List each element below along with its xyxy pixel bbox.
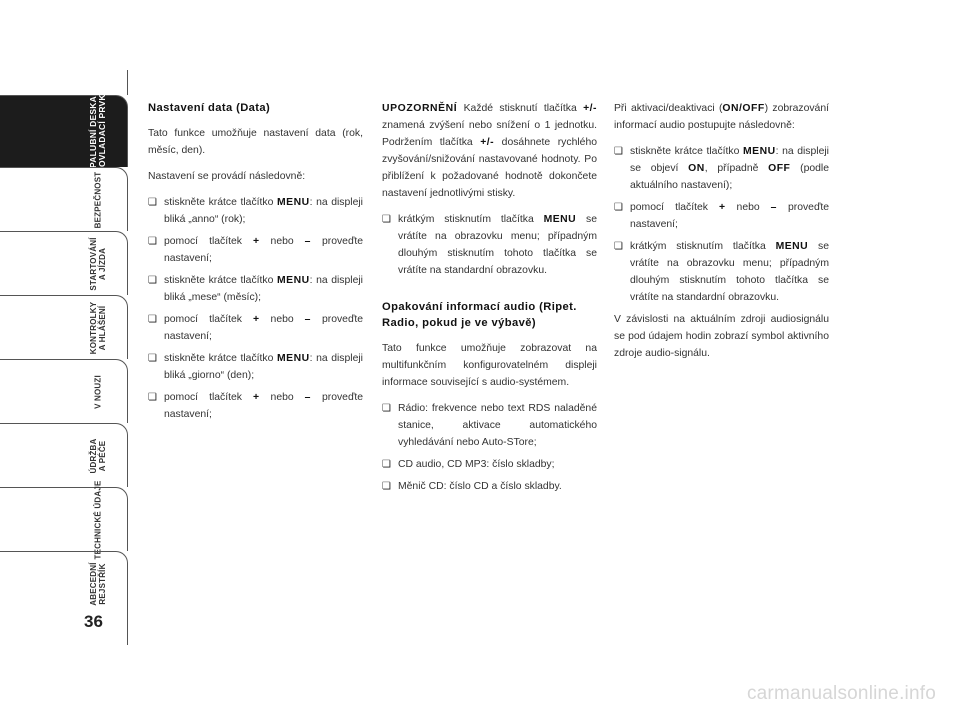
menu-key: MENU [743,146,776,157]
warning-paragraph: UPOZORNĚNÍ Každé stisknutí tlačítka +/- znamená zvýšení nebo snížení o 1 jednotku. Podržením tlačítka +/- dosáhnete rychlého zvyšování/snižování nastavované hodnoty. Po přiblížení k požadované hodnotě dokončete nastavení jednotlivými stisky. [382,103,597,199]
tab-label: PALUBNÍ DESKA A OVLADACÍ PRVKY [88,87,107,176]
plus-minus-key: +/- [583,103,597,114]
menu-key: MENU [277,275,310,286]
plus-key: + [252,392,260,403]
list-item: ❏ pomocí tlačítek + nebo – proveďte nastavení; [614,199,829,233]
section-heading-date: Nastavení data (Data) [148,102,271,114]
tab-abecedni-rejstrik[interactable] [0,551,128,615]
on-off-label: ON/OFF [722,103,765,114]
minus-key: – [304,314,311,325]
tab-label: BEZPEČNOST [93,171,103,228]
tab-label: KONTROLKY A HLÁŠENÍ [89,301,107,354]
paragraph-intro: Tato funkce umožňuje zobrazovat na multifunkčním konfigurovatelném displeji informace související s audio-systémem. [382,343,597,388]
list-item: ❏ stiskněte krátce tlačítko MENU: na displeji se objeví ON, případně OFF (podle aktuálního nastavení); [614,143,829,194]
list-item: ❏ krátkým stisknutím tlačítka MENU se vrátíte na obrazovku menu; případným dlouhým stisknutím tohoto tlačítka se vrátíte na standardní obrazovku. [382,211,597,279]
list-item: ❏ Rádio: frekvence nebo text RDS naladěné stanice, aktivace automatického vyhledávání nebo Auto-STore; [382,400,597,451]
list-item: ❏ stiskněte krátce tlačítko MENU: na displeji bliká „anno“ (rok); [148,194,363,228]
list-item: ❏ stiskněte krátce tlačítko MENU: na displeji bliká „giorno“ (den); [148,350,363,384]
list-item: ❏ stiskněte krátce tlačítko MENU: na displeji bliká „mese“ (měsíc); [148,272,363,306]
list-item: ❏ pomocí tlačítek + nebo – proveďte nastavení; [148,233,363,267]
chapter-tabs [0,0,140,715]
menu-key: MENU [543,214,577,225]
sources-list [382,400,597,495]
tab-divider-line [127,70,128,95]
tab-label: V NOUZI [93,374,103,409]
column-date-setting [148,100,363,428]
plus-key: + [252,314,260,325]
list-item: ❏ pomocí tlačítek + nebo – proveďte nastavení; [148,311,363,345]
minus-key: – [770,202,777,213]
tab-label: STARTOVÁNÍ A JÍZDA [89,236,107,291]
paragraph-source-symbol: V závislosti na aktuálním zdroji audiosignálu se pod údajem hodin zobrazí symbol aktivního zdroje audio-signálu. [614,314,829,359]
paragraph-intro: Tato funkce umožňuje nastavení data (rok, měsíc, den). [148,128,363,156]
steps-list [614,143,829,306]
plus-key: + [718,202,726,213]
column-audio-repeat [382,100,597,500]
tab-label: TECHNICKÉ ÚDAJE [93,479,103,560]
column-audio-toggle [614,100,829,371]
tab-palubni-deska[interactable] [0,87,128,176]
tab-kontrolky[interactable] [0,295,128,359]
tab-label: ABECEDNÍ REJSTŘÍK [89,561,107,606]
steps-list [382,211,597,279]
menu-key: MENU [277,353,310,364]
tab-startovani[interactable] [0,231,128,295]
minus-key: – [304,392,311,403]
off-label: OFF [768,163,791,174]
plus-key: + [252,236,260,247]
list-item: ❏ krátkým stisknutím tlačítka MENU se vrátíte na obrazovku menu; případným dlouhým stisknutím tohoto tlačítka se vrátíte na standardní obrazovku. [614,238,829,306]
section-heading-audio: Opakování informací audio (Ripet. Radio, pokud je ve výbavě) [382,301,577,329]
tab-divider-line [127,615,128,645]
tab-v-nouzi[interactable] [0,359,128,423]
on-label: ON [688,163,705,174]
list-item: ❏ Měnič CD: číslo CD a číslo skladby. [382,478,597,495]
plus-minus-key: +/- [480,137,495,148]
tab-label: ÚDRŽBA A PÉČE [89,438,107,473]
tab-technicke-udaje[interactable] [0,479,128,560]
paragraph-toggle: Při aktivaci/deaktivaci (ON/OFF) zobrazování informací audio postupujte následovně: [614,103,829,131]
list-item: ❏ pomocí tlačítek + nebo – proveďte nastavení; [148,389,363,423]
menu-key: MENU [277,197,310,208]
list-item: ❏ CD audio, CD MP3: číslo skladby; [382,456,597,473]
page-number: 36 [84,612,103,631]
tab-udrzba[interactable] [0,423,128,487]
paragraph-procedure: Nastavení se provádí následovně: [148,171,306,182]
minus-key: – [304,236,311,247]
menu-key: MENU [775,241,809,252]
warning-heading: UPOZORNĚNÍ [382,103,458,114]
watermark: carmanualsonline.info [746,683,936,704]
steps-list [148,194,363,423]
tab-bezpecnost[interactable] [0,167,128,231]
